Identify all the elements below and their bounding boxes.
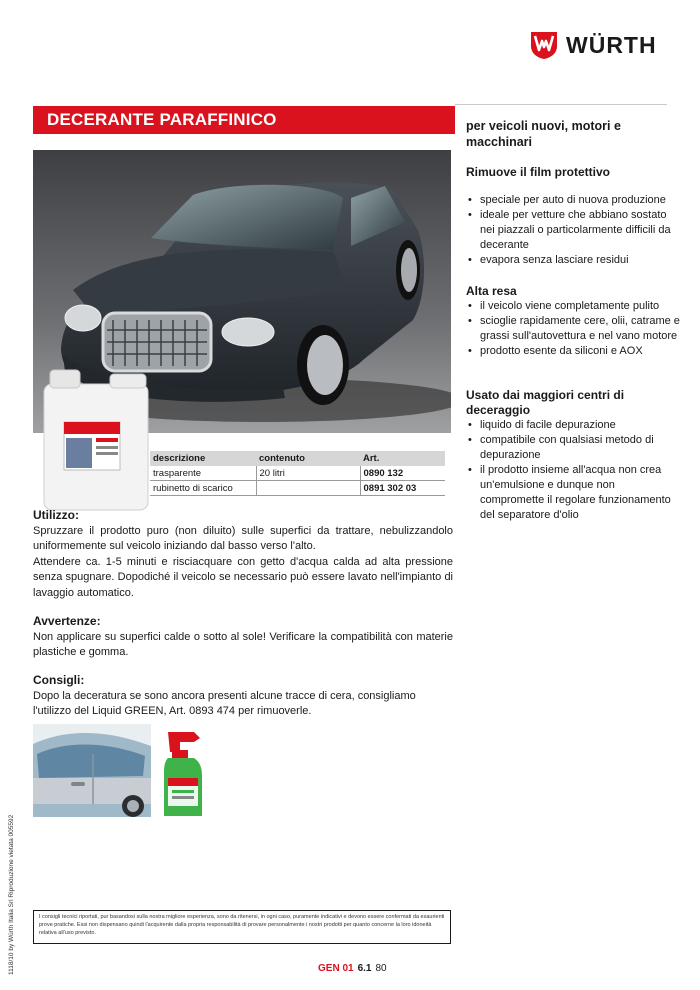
top-rule — [455, 104, 667, 105]
table-row — [150, 481, 445, 496]
table-cell: 0891 302 03 — [360, 481, 445, 496]
utilizzo-paragraph-2: Attendere ca. 1-5 minuti e risciacquare con getto d'acqua calda ad alta pressione senza spugnare. Dopodiché il veicolo se necessario può essere lavato nell'impianto di lavaggio automatico. — [33, 555, 453, 599]
spray-bottle — [160, 728, 210, 820]
table-cell: 20 litri — [256, 466, 360, 481]
col-header-art: Art. — [360, 451, 445, 466]
section-alta-resa-heading: Alta resa — [466, 284, 517, 298]
footer-section: GEN 01 — [318, 963, 354, 974]
list-item: • scioglie rapidamente cere, olii, catrame e grassi sull'autovettura e nel vano motore — [466, 314, 681, 344]
list-item: • compatibile con qualsiasi metodo di depurazione — [466, 433, 681, 463]
footer-chapter: 6.1 — [357, 963, 372, 974]
section-alta-resa-list — [466, 299, 681, 359]
list-item: • ideale per vetture che abbiano sostato nei piazzali o particolarmente difficili da decerante — [466, 208, 681, 253]
spec-table — [150, 451, 445, 496]
table-cell — [256, 481, 360, 496]
avvertenze-paragraph: Non applicare su superfici calde o sotto al sole! Verificare la compatibilità con materie plastiche e gomma. — [33, 630, 453, 658]
list-item: • liquido di facile depurazione — [466, 418, 681, 433]
col-header-contenuto: contenuto — [256, 451, 360, 466]
car-side-photo — [33, 724, 151, 817]
subtitle-block — [466, 118, 681, 150]
section-avvertenze — [33, 614, 453, 661]
section-alta-resa — [466, 284, 681, 359]
subtitle: per veicoli nuovi, motori e macchinari — [466, 119, 621, 149]
table-cell: 0890 132 — [360, 466, 445, 481]
table-header-row — [150, 451, 445, 466]
page-number: 80 — [375, 963, 387, 974]
table-cell: trasparente — [150, 466, 256, 481]
section-utilizzo — [33, 508, 453, 601]
table-cell: rubinetto di scarico — [150, 481, 256, 496]
disclaimer-text: I consigli tecnici riportati, pur basandosi sulla nostra migliore esperienza, sono da ritenersi, in ogni caso, puramente indicativi e devono essere confermati da esaurienti prove pratiche. Essi non dispensano quindi l'acquirente dalla propria responsabilità di provare personalmente i nostri prodotti per quanto concerne la loro idoneità relativa all'uso previsto. — [39, 914, 445, 936]
section-usato-list — [466, 418, 681, 523]
list-item: • speciale per auto di nuova produzione — [466, 193, 681, 208]
avvertenze-heading: Avvertenze: — [33, 614, 101, 628]
list-item: • il prodotto insieme all'acqua non crea un'emulsione e dunque non compromette il regolare funzionamento del separatore d'olio — [466, 463, 681, 523]
wurth-logo — [530, 28, 670, 62]
utilizzo-paragraph-1: Spruzzare il prodotto puro (non diluito) sulle superfici da trattare, nebulizzandolo uniformemente sul veicolo iniziando dal basso verso l'alto. — [33, 524, 453, 552]
brand-name: WÜRTH — [566, 31, 657, 58]
table-row — [150, 466, 445, 481]
title-bar — [33, 106, 455, 134]
section-usato-heading: Usato dai maggiori centri di deceraggio — [466, 388, 625, 417]
page-title: DECERANTE PARAFFINICO — [47, 110, 277, 129]
section-rimuove — [466, 165, 681, 268]
wurth-logo-icon — [530, 30, 558, 60]
consigli-heading: Consigli: — [33, 673, 85, 687]
side-note — [6, 780, 20, 975]
utilizzo-heading: Utilizzo: — [33, 508, 79, 522]
list-item: • evapora senza lasciare residui — [466, 253, 681, 268]
section-usato — [466, 388, 681, 523]
list-item: • prodotto esente da siliconi e AOX — [466, 344, 681, 359]
consigli-paragraph: Dopo la deceratura se sono ancora presenti alcune tracce di cera, consigliamo l'utilizzo del Liquid GREEN, Art. 0893 474 per rimuoverle. — [33, 689, 416, 717]
col-header-descrizione: descrizione — [150, 451, 256, 466]
list-item: • il veicolo viene completamente pulito — [466, 299, 681, 314]
section-consigli — [33, 673, 453, 720]
product-canister — [40, 366, 152, 512]
page-footer — [318, 963, 387, 974]
section-rimuove-list — [466, 193, 681, 268]
section-rimuove-heading: Rimuove il film protettivo — [466, 165, 611, 179]
disclaimer-box — [33, 910, 451, 944]
side-note-text: 1118/10 by Würth Italia Srl Riproduzione vietata 005592 — [8, 814, 15, 975]
